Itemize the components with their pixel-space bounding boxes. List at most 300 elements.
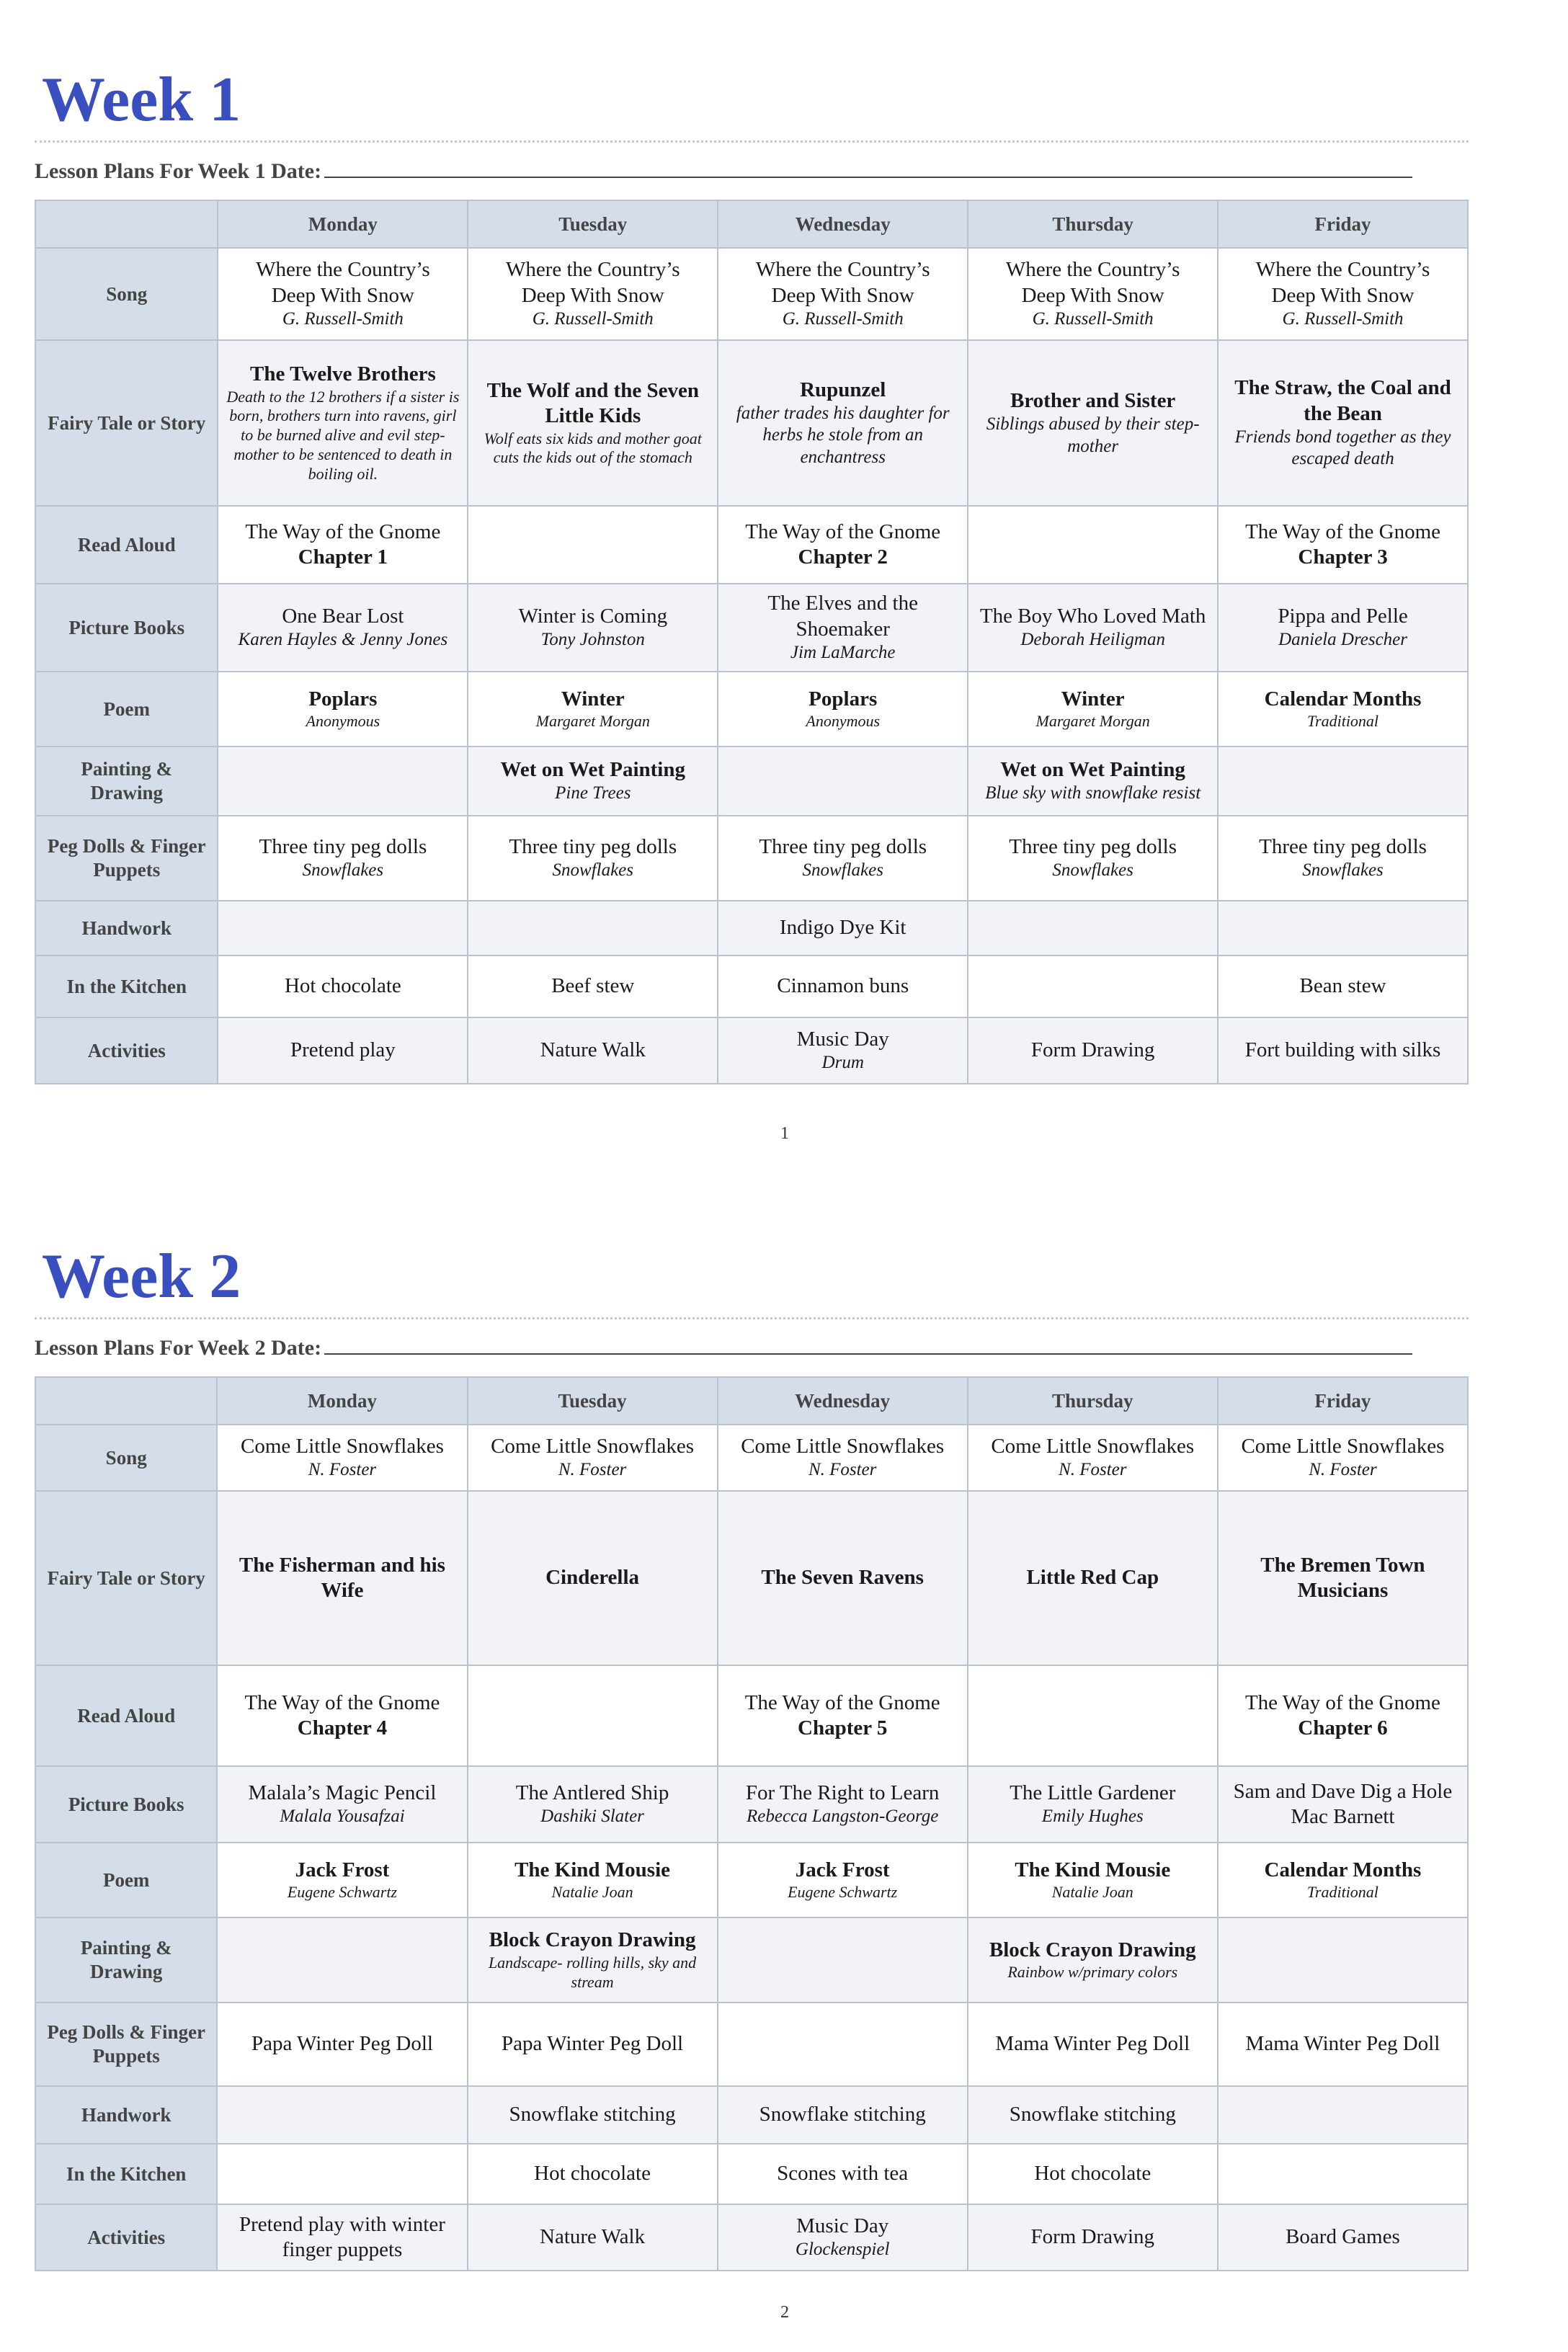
plan-cell <box>468 248 718 340</box>
day-header: Thursday <box>968 1377 1218 1425</box>
cell-text: Come Little Snowflakes <box>991 1435 1195 1458</box>
table-row <box>35 2204 1468 2271</box>
plan-cell <box>1218 2086 1468 2144</box>
lesson-plan-table <box>35 200 1469 1084</box>
plan-cell <box>1218 2144 1468 2204</box>
cell-note: Jim LaMarche <box>790 643 896 663</box>
plan-cell <box>1218 1843 1468 1917</box>
day-header: Tuesday <box>468 1377 718 1425</box>
row-label: Read Aloud <box>35 1665 217 1766</box>
cell-note: Malala Yousafzai <box>280 1807 405 1827</box>
cell-note: Blue sky with snowflake resist <box>985 783 1201 803</box>
dotted-divider <box>35 141 1469 143</box>
dotted-divider <box>35 1317 1469 1319</box>
row-label: Song <box>35 248 218 340</box>
plan-cell <box>218 584 468 672</box>
cell-title: Poplars <box>808 687 878 710</box>
table-row <box>35 2003 1468 2086</box>
cell-text: Mama Winter Peg Doll <box>995 2032 1190 2056</box>
cell-note: Karen Hayles & Jenny Jones <box>238 630 448 650</box>
plan-cell <box>218 248 468 340</box>
table-row <box>35 1766 1468 1843</box>
cell-text: Deep With Snow <box>521 283 664 307</box>
cell-note: Drum <box>821 1053 864 1073</box>
plan-cell <box>468 816 718 901</box>
day-header: Monday <box>217 1377 467 1425</box>
cell-title: The Wolf and the Seven Little Kids <box>486 378 699 428</box>
plan-cell <box>968 747 1218 816</box>
plan-cell <box>718 584 968 672</box>
plan-cell <box>468 584 718 672</box>
cell-title: The Kind Mousie <box>1015 1858 1171 1881</box>
cell-text: Deep With Snow <box>271 283 414 307</box>
cell-text: Three tiny peg dolls <box>259 835 427 859</box>
cell-text: The Way of the Gnome <box>245 520 441 543</box>
plan-cell <box>1218 1665 1468 1766</box>
row-label: Picture Books <box>35 584 218 672</box>
plan-cell <box>1218 506 1468 584</box>
plan-cell <box>1218 747 1468 816</box>
plan-cell <box>1218 1491 1468 1665</box>
cell-note: N. Foster <box>1309 1460 1377 1480</box>
cell-note: Rainbow w/primary colors <box>1007 1963 1178 1982</box>
cell-text: Nature Walk <box>540 1038 646 1062</box>
plan-cell <box>718 2086 968 2144</box>
table-row <box>35 1665 1468 1766</box>
cell-note: Wolf eats six kids and mother goat cuts the kids out of the stomach <box>484 429 702 467</box>
cell-title: Winter <box>561 687 625 710</box>
cell-note: Margaret Morgan <box>1035 712 1150 731</box>
cell-text: Nature Walk <box>540 2225 646 2249</box>
table-row <box>35 506 1468 584</box>
plan-cell <box>1218 2204 1468 2271</box>
plan-cell <box>468 2086 718 2144</box>
row-label: Fairy Tale or Story <box>35 1491 217 1665</box>
plan-cell <box>468 1491 718 1665</box>
table-row <box>35 1017 1468 1084</box>
plan-cell <box>718 1491 968 1665</box>
cell-note: Snowflakes <box>552 860 634 881</box>
plan-cell <box>718 2204 968 2271</box>
cell-note: G. Russell-Smith <box>282 309 404 329</box>
cell-note: Friends bond together as they escaped death <box>1234 427 1451 469</box>
plan-cell <box>468 506 718 584</box>
plan-cell <box>968 1665 1218 1766</box>
table-row <box>35 901 1468 956</box>
table-row <box>35 1491 1468 1665</box>
cell-text: The Way of the Gnome <box>1245 520 1441 543</box>
cell-note: Margaret Morgan <box>535 712 650 731</box>
cell-text: Beef stew <box>551 974 635 998</box>
date-blank <box>324 1332 1412 1355</box>
plan-cell <box>217 1766 467 1843</box>
plan-cell <box>468 901 718 956</box>
cell-title: Block Crayon Drawing <box>489 1928 696 1952</box>
plan-cell <box>468 1843 718 1917</box>
plan-cell <box>468 956 718 1017</box>
cell-text: Come Little Snowflakes <box>240 1435 444 1458</box>
plan-cell <box>468 340 718 506</box>
plan-cell <box>218 1017 468 1084</box>
date-blank <box>324 155 1412 178</box>
plan-cell <box>718 672 968 747</box>
cell-title: The Seven Ravens <box>761 1566 924 1590</box>
cell-note: Natalie Joan <box>1051 1883 1133 1902</box>
cell-note: G. Russell-Smith <box>782 309 904 329</box>
cell-title: The Bremen Town Musicians <box>1260 1553 1425 1602</box>
cell-note: N. Foster <box>308 1460 377 1480</box>
cell-text: Snowflake stitching <box>759 2103 926 2126</box>
plan-cell <box>718 340 968 506</box>
row-label: Handwork <box>35 901 218 956</box>
plan-cell <box>468 1017 718 1084</box>
plan-cell <box>468 2003 718 2086</box>
cell-title: The Fisherman and his Wife <box>239 1553 445 1602</box>
day-header: Friday <box>1218 200 1468 248</box>
cell-note: N. Foster <box>558 1460 627 1480</box>
day-header: Thursday <box>968 200 1218 248</box>
plan-cell <box>468 1917 718 2003</box>
cell-note: Snowflakes <box>1302 860 1384 881</box>
plan-cell <box>968 2086 1218 2144</box>
cell-title: The Twelve Brothers <box>250 362 436 386</box>
cell-text: Come Little Snowflakes <box>491 1435 694 1458</box>
plan-cell <box>718 248 968 340</box>
cell-title: Brother and Sister <box>1010 388 1176 412</box>
cell-note: Natalie Joan <box>551 1883 633 1902</box>
plan-cell <box>1218 1425 1468 1491</box>
cell-title: Block Crayon Drawing <box>989 1938 1196 1961</box>
week-title: Week 1 <box>42 65 241 135</box>
cell-text: Scones with tea <box>777 2162 909 2186</box>
cell-title: Chapter 4 <box>297 1716 388 1740</box>
cell-text: Come Little Snowflakes <box>741 1435 945 1458</box>
plan-cell <box>1218 584 1468 672</box>
cell-text: Music Day <box>796 1028 889 1051</box>
table-corner <box>35 1377 217 1425</box>
plan-cell <box>968 506 1218 584</box>
cell-text: Mama Winter Peg Doll <box>1245 2032 1440 2056</box>
date-line <box>35 1332 1412 1360</box>
row-label: In the Kitchen <box>35 956 218 1017</box>
plan-cell <box>218 901 468 956</box>
plan-cell <box>718 2144 968 2204</box>
plan-cell <box>217 1843 467 1917</box>
cell-text: Where the Country’s <box>1255 258 1430 282</box>
cell-note: Emily Hughes <box>1041 1807 1144 1827</box>
cell-note: Traditional <box>1306 1883 1378 1902</box>
plan-cell <box>1218 816 1468 901</box>
cell-text: The Antlered Ship <box>515 1781 669 1805</box>
table-row <box>35 956 1468 1017</box>
cell-text: Sam and Dave Dig a Hole <box>1233 1779 1453 1803</box>
cell-note: Traditional <box>1307 712 1379 731</box>
plan-cell <box>468 1425 718 1491</box>
cell-note: Death to the 12 brothers if a sister is born, brothers turn into ravens, girl to be burned alive and evil step-mother to be sentenced to death in boiling oil. <box>226 387 460 483</box>
cell-text: Malala’s Magic Pencil <box>248 1781 437 1805</box>
cell-text: One Bear Lost <box>282 605 404 628</box>
cell-text: Hot chocolate <box>284 974 401 998</box>
plan-cell <box>468 747 718 816</box>
cell-text: Pippa and Pelle <box>1278 605 1408 628</box>
cell-text: Where the Country’s <box>505 258 680 282</box>
cell-text: Form Drawing <box>1030 2225 1155 2249</box>
plan-cell <box>1218 248 1468 340</box>
plan-cell <box>968 1491 1218 1665</box>
cell-note: father trades his daughter for herbs he stole from an enchantress <box>736 403 950 467</box>
cell-note: Snowflakes <box>802 860 883 881</box>
day-header: Friday <box>1218 1377 1468 1425</box>
table-row <box>35 2086 1468 2144</box>
cell-note: Rebecca Langston-George <box>746 1807 939 1827</box>
table-row <box>35 816 1468 901</box>
cell-text: Papa Winter Peg Doll <box>502 2032 684 2056</box>
cell-text: The Way of the Gnome <box>1244 1690 1440 1714</box>
plan-cell <box>718 1017 968 1084</box>
row-label: Activities <box>35 2204 217 2271</box>
cell-title: Chapter 1 <box>298 545 388 569</box>
table-row <box>35 248 1468 340</box>
plan-cell <box>968 248 1218 340</box>
lesson-plan-table <box>35 1376 1469 2271</box>
cell-note: Dashiki Slater <box>540 1807 644 1827</box>
table-row <box>35 672 1468 747</box>
plan-cell <box>468 1665 718 1766</box>
cell-text: Snowflake stitching <box>509 2103 676 2126</box>
row-label: Handwork <box>35 2086 217 2144</box>
cell-text: Deep With Snow <box>771 283 914 307</box>
plan-cell <box>968 1017 1218 1084</box>
row-label: Picture Books <box>35 1766 217 1843</box>
cell-note: Snowflakes <box>1052 860 1133 881</box>
plan-cell <box>1218 2003 1468 2086</box>
cell-text: Winter is Coming <box>518 605 668 628</box>
table-row <box>35 1917 1468 2003</box>
cell-title: Wet on Wet Painting <box>500 758 685 782</box>
plan-cell <box>217 2204 467 2271</box>
cell-title: Chapter 5 <box>798 1716 888 1740</box>
week-title: Week 2 <box>42 1242 241 1311</box>
cell-text: Indigo Dye Kit <box>779 916 906 940</box>
cell-title: Chapter 6 <box>1298 1716 1388 1740</box>
plan-cell <box>968 1425 1218 1491</box>
row-label: Poem <box>35 1843 217 1917</box>
plan-cell <box>718 956 968 1017</box>
row-label: Activities <box>35 1017 218 1084</box>
cell-text: Three tiny peg dolls <box>1009 835 1177 859</box>
date-label: Lesson Plans For Week 1 Date: <box>35 159 322 183</box>
cell-note: N. Foster <box>1059 1460 1127 1480</box>
plan-cell <box>468 672 718 747</box>
cell-text: The Way of the Gnome <box>745 520 941 543</box>
plan-cell <box>968 2003 1218 2086</box>
cell-text: Three tiny peg dolls <box>1259 835 1427 859</box>
cell-title: Wet on Wet Painting <box>1000 758 1185 782</box>
plan-cell <box>718 816 968 901</box>
cell-text: Pretend play <box>290 1038 396 1062</box>
cell-title: Cinderella <box>545 1566 640 1590</box>
plan-cell <box>468 1766 718 1843</box>
plan-cell <box>718 1917 968 2003</box>
plan-cell <box>218 506 468 584</box>
plan-cell <box>218 672 468 747</box>
plan-cell <box>217 1491 467 1665</box>
cell-title: Calendar Months <box>1264 687 1422 710</box>
plan-cell <box>968 1917 1218 2003</box>
table-corner <box>35 200 218 248</box>
row-label: Painting & Drawing <box>35 1917 217 2003</box>
cell-text: Mac Barnett <box>1291 1805 1395 1828</box>
plan-cell <box>1218 956 1468 1017</box>
day-header: Wednesday <box>718 200 968 248</box>
cell-text: Cinnamon buns <box>777 974 909 998</box>
cell-text: Music Day <box>796 2214 889 2238</box>
plan-cell <box>718 1425 968 1491</box>
cell-title: Jack Frost <box>295 1858 390 1881</box>
plan-cell <box>218 956 468 1017</box>
cell-note: Deborah Heiligman <box>1020 630 1165 650</box>
cell-text: Three tiny peg dolls <box>509 835 677 859</box>
plan-cell <box>218 340 468 506</box>
cell-title: Little Red Cap <box>1026 1566 1159 1590</box>
cell-title: Chapter 3 <box>1298 545 1388 569</box>
row-label: Painting & Drawing <box>35 747 218 816</box>
row-label: In the Kitchen <box>35 2144 217 2204</box>
table-row <box>35 1425 1468 1491</box>
plan-cell <box>1218 901 1468 956</box>
cell-text: The Elves and the Shoemaker <box>767 592 918 641</box>
plan-cell <box>718 901 968 956</box>
day-header: Monday <box>218 200 468 248</box>
plan-cell <box>718 1665 968 1766</box>
cell-text: Where the Country’s <box>1005 258 1180 282</box>
cell-note: Glockenspiel <box>795 2240 890 2260</box>
plan-cell <box>218 816 468 901</box>
cell-text: Papa Winter Peg Doll <box>251 2032 433 2056</box>
row-label: Poem <box>35 672 218 747</box>
plan-cell <box>217 2086 467 2144</box>
plan-cell <box>718 2003 968 2086</box>
row-label: Fairy Tale or Story <box>35 340 218 506</box>
cell-title: Chapter 2 <box>798 545 888 569</box>
cell-text: Snowflake stitching <box>1009 2103 1176 2126</box>
cell-text: The Little Gardener <box>1010 1781 1176 1805</box>
plan-cell <box>218 747 468 816</box>
cell-note: G. Russell-Smith <box>1032 309 1154 329</box>
plan-cell <box>718 1766 968 1843</box>
table-row <box>35 747 1468 816</box>
row-label: Peg Dolls & Finger Puppets <box>35 816 218 901</box>
table-row <box>35 2144 1468 2204</box>
cell-title: Winter <box>1061 687 1125 710</box>
cell-note: Snowflakes <box>302 860 384 881</box>
date-line <box>35 155 1412 184</box>
cell-text: Where the Country’s <box>256 258 430 282</box>
day-header: Wednesday <box>718 1377 968 1425</box>
page-number: 2 <box>780 2303 789 2322</box>
plan-cell <box>968 816 1218 901</box>
cell-text: Pretend play with winter finger puppets <box>239 2212 445 2261</box>
plan-cell <box>968 2144 1218 2204</box>
cell-text: Come Little Snowflakes <box>1241 1435 1445 1458</box>
plan-cell <box>968 672 1218 747</box>
plan-cell <box>1218 340 1468 506</box>
cell-note: Anonymous <box>306 712 380 731</box>
cell-text: Deep With Snow <box>1021 283 1164 307</box>
cell-title: Rupunzel <box>800 378 886 401</box>
cell-note: Siblings abused by their step-mother <box>986 414 1200 456</box>
cell-text: The Way of the Gnome <box>244 1690 440 1714</box>
cell-note: Eugene Schwartz <box>788 1883 898 1902</box>
plan-cell <box>968 1843 1218 1917</box>
cell-title: Calendar Months <box>1264 1858 1422 1881</box>
plan-cell <box>968 956 1218 1017</box>
table-row <box>35 1843 1468 1917</box>
cell-title: The Straw, the Coal and the Bean <box>1234 376 1451 425</box>
plan-cell <box>217 2144 467 2204</box>
cell-text: Hot chocolate <box>534 2162 651 2186</box>
cell-title: The Kind Mousie <box>514 1858 671 1881</box>
cell-text: For The Right to Learn <box>745 1781 940 1805</box>
cell-note: G. Russell-Smith <box>1282 309 1404 329</box>
plan-cell <box>217 1425 467 1491</box>
cell-text: Fort building with silks <box>1244 1038 1441 1062</box>
plan-cell <box>968 2204 1218 2271</box>
cell-note: G. Russell-Smith <box>532 309 654 329</box>
date-label: Lesson Plans For Week 2 Date: <box>35 1336 322 1360</box>
cell-note: Landscape- rolling hills, sky and stream <box>488 1953 697 1991</box>
cell-text: Form Drawing <box>1030 1038 1155 1062</box>
plan-cell <box>968 340 1218 506</box>
plan-cell <box>968 1766 1218 1843</box>
plan-cell <box>217 2003 467 2086</box>
table-row <box>35 584 1468 672</box>
cell-note: Daniela Drescher <box>1278 630 1407 650</box>
plan-cell <box>217 1917 467 2003</box>
cell-note: Tony Johnston <box>540 630 645 650</box>
cell-note: N. Foster <box>808 1460 877 1480</box>
row-label: Read Aloud <box>35 506 218 584</box>
cell-title: Jack Frost <box>795 1858 890 1881</box>
plan-cell <box>718 1843 968 1917</box>
cell-text: Hot chocolate <box>1034 2162 1152 2186</box>
plan-cell <box>718 506 968 584</box>
cell-text: Deep With Snow <box>1271 283 1415 307</box>
cell-note: Eugene Schwartz <box>287 1883 398 1902</box>
day-header: Tuesday <box>468 200 718 248</box>
plan-cell <box>1218 672 1468 747</box>
cell-note: Pine Trees <box>555 783 631 803</box>
row-label: Peg Dolls & Finger Puppets <box>35 2003 217 2086</box>
plan-cell <box>718 747 968 816</box>
cell-text: Three tiny peg dolls <box>759 835 927 859</box>
cell-title: Poplars <box>308 687 378 710</box>
cell-text: Bean stew <box>1299 974 1386 998</box>
page-number: 1 <box>780 1124 789 1143</box>
plan-cell <box>968 901 1218 956</box>
plan-cell <box>468 2204 718 2271</box>
plan-cell <box>968 584 1218 672</box>
cell-text: Board Games <box>1286 2225 1400 2249</box>
cell-note: Anonymous <box>806 712 881 731</box>
cell-text: The Boy Who Loved Math <box>979 605 1206 628</box>
cell-text: Where the Country’s <box>755 258 930 282</box>
table-row <box>35 340 1468 506</box>
plan-cell <box>1218 1766 1468 1843</box>
plan-cell <box>1218 1917 1468 2003</box>
cell-text: The Way of the Gnome <box>744 1690 940 1714</box>
row-label: Song <box>35 1425 217 1491</box>
